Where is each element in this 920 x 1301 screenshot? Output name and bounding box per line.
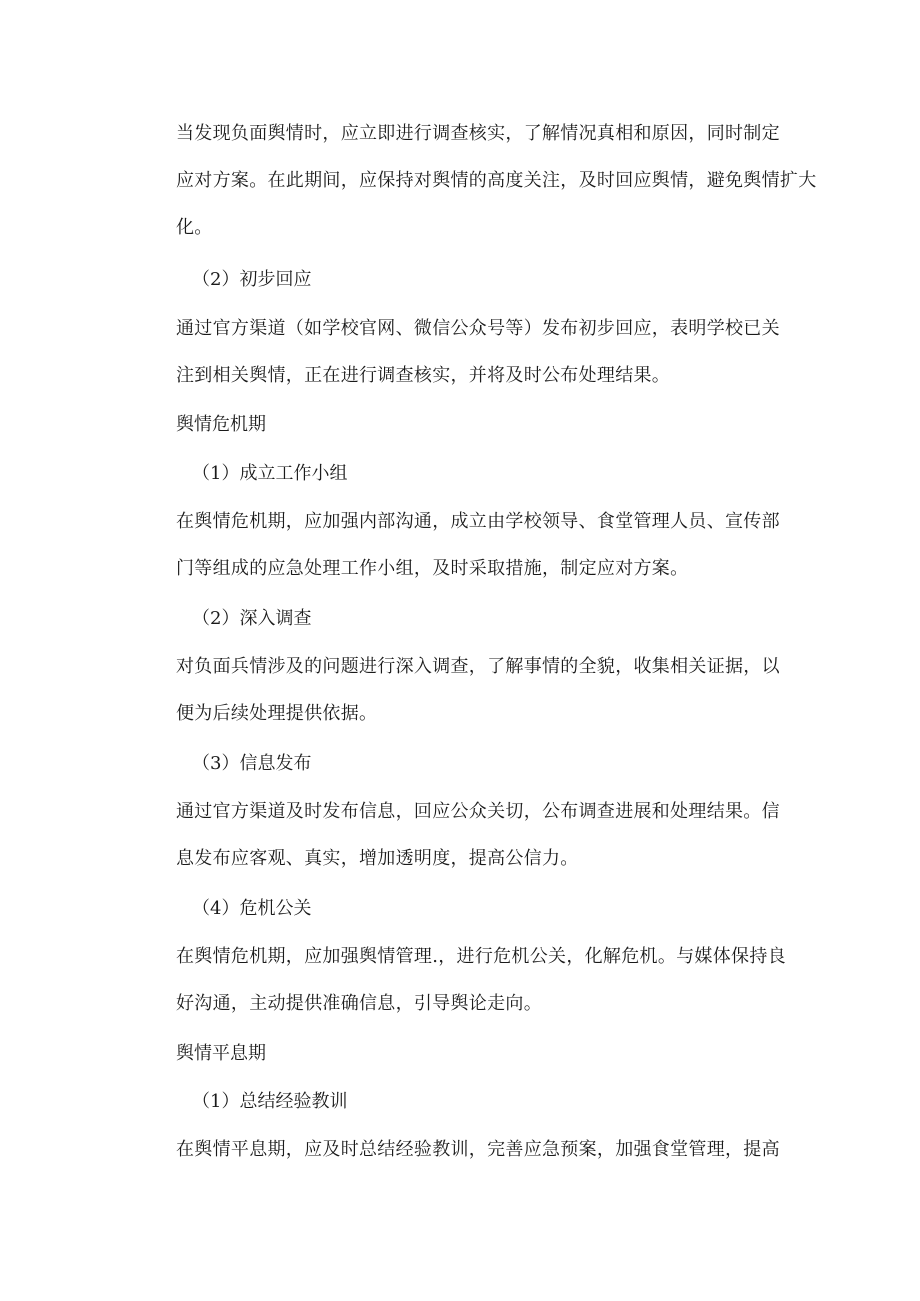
paragraph-work-group <box>176 498 788 592</box>
paragraph-line: 通过官方渠道（如学校官网、微信公众号等）发布初步回应，表明学校已关 <box>176 318 780 339</box>
paragraph-summary <box>176 1126 788 1173</box>
subheading-summary: （1）总结经验教训 <box>192 1091 348 1112</box>
paragraph-line: 在舆情危机期，应加强内部沟通，成立由学校领导、食堂管理人员、宣传部 <box>176 511 780 532</box>
paragraph-line: 在舆情危机期，应加强舆情管理.，进行危机公关，化解危机。与媒体保持良 <box>176 946 786 967</box>
paragraph-negative-opinion-discovery <box>176 110 817 251</box>
subheading-work-group: （1）成立工作小组 <box>192 463 348 484</box>
subheading-investigation: （2）深入调查 <box>192 608 312 629</box>
paragraph-initial-response <box>176 305 788 399</box>
paragraph-line: 在舆情平息期，应及时总结经验教训，完善应急预案，加强食堂管理，提高 <box>176 1139 780 1160</box>
paragraph-line: 应对方案。在此期间，应保持对舆情的高度关注，及时回应舆情，避免舆情扩大 <box>176 170 817 191</box>
paragraph-crisis-pr <box>176 933 788 1027</box>
heading-crisis-period: 舆情危机期 <box>176 414 266 435</box>
paragraph-line: 好沟通，主动提供准确信息，引导舆论走向。 <box>176 993 542 1014</box>
paragraph-line: 化。 <box>176 217 213 238</box>
subheading-initial-response: （2）初步回应 <box>192 269 312 290</box>
paragraph-info-release <box>176 788 788 882</box>
paragraph-line: 门等组成的应急处理工作小组，及时采取措施，制定应对方案。 <box>176 558 689 579</box>
paragraph-line: 对负面兵情涉及的问题进行深入调查，了解事情的全貌，收集相关证据，以 <box>176 656 780 677</box>
paragraph-line: 当发现负面舆情时，应立即进行调查核实，了解情况真相和原因，同时制定 <box>176 123 780 144</box>
paragraph-line: 便为后续处理提供依据。 <box>176 703 378 724</box>
paragraph-line: 通过官方渠道及时发布信息，回应公众关切，公布调查进展和处理结果。信 <box>176 801 780 822</box>
heading-calm-period: 舆情平息期 <box>176 1043 266 1064</box>
paragraph-line: 息发布应客观、真实，增加透明度，提高公信力。 <box>176 848 579 869</box>
paragraph-line: 注到相关舆情，正在进行调查核实，并将及时公布处理结果。 <box>176 365 671 386</box>
subheading-crisis-pr: （4）危机公关 <box>192 898 312 919</box>
subheading-info-release: （3）信息发布 <box>192 753 312 774</box>
paragraph-investigation <box>176 643 788 737</box>
